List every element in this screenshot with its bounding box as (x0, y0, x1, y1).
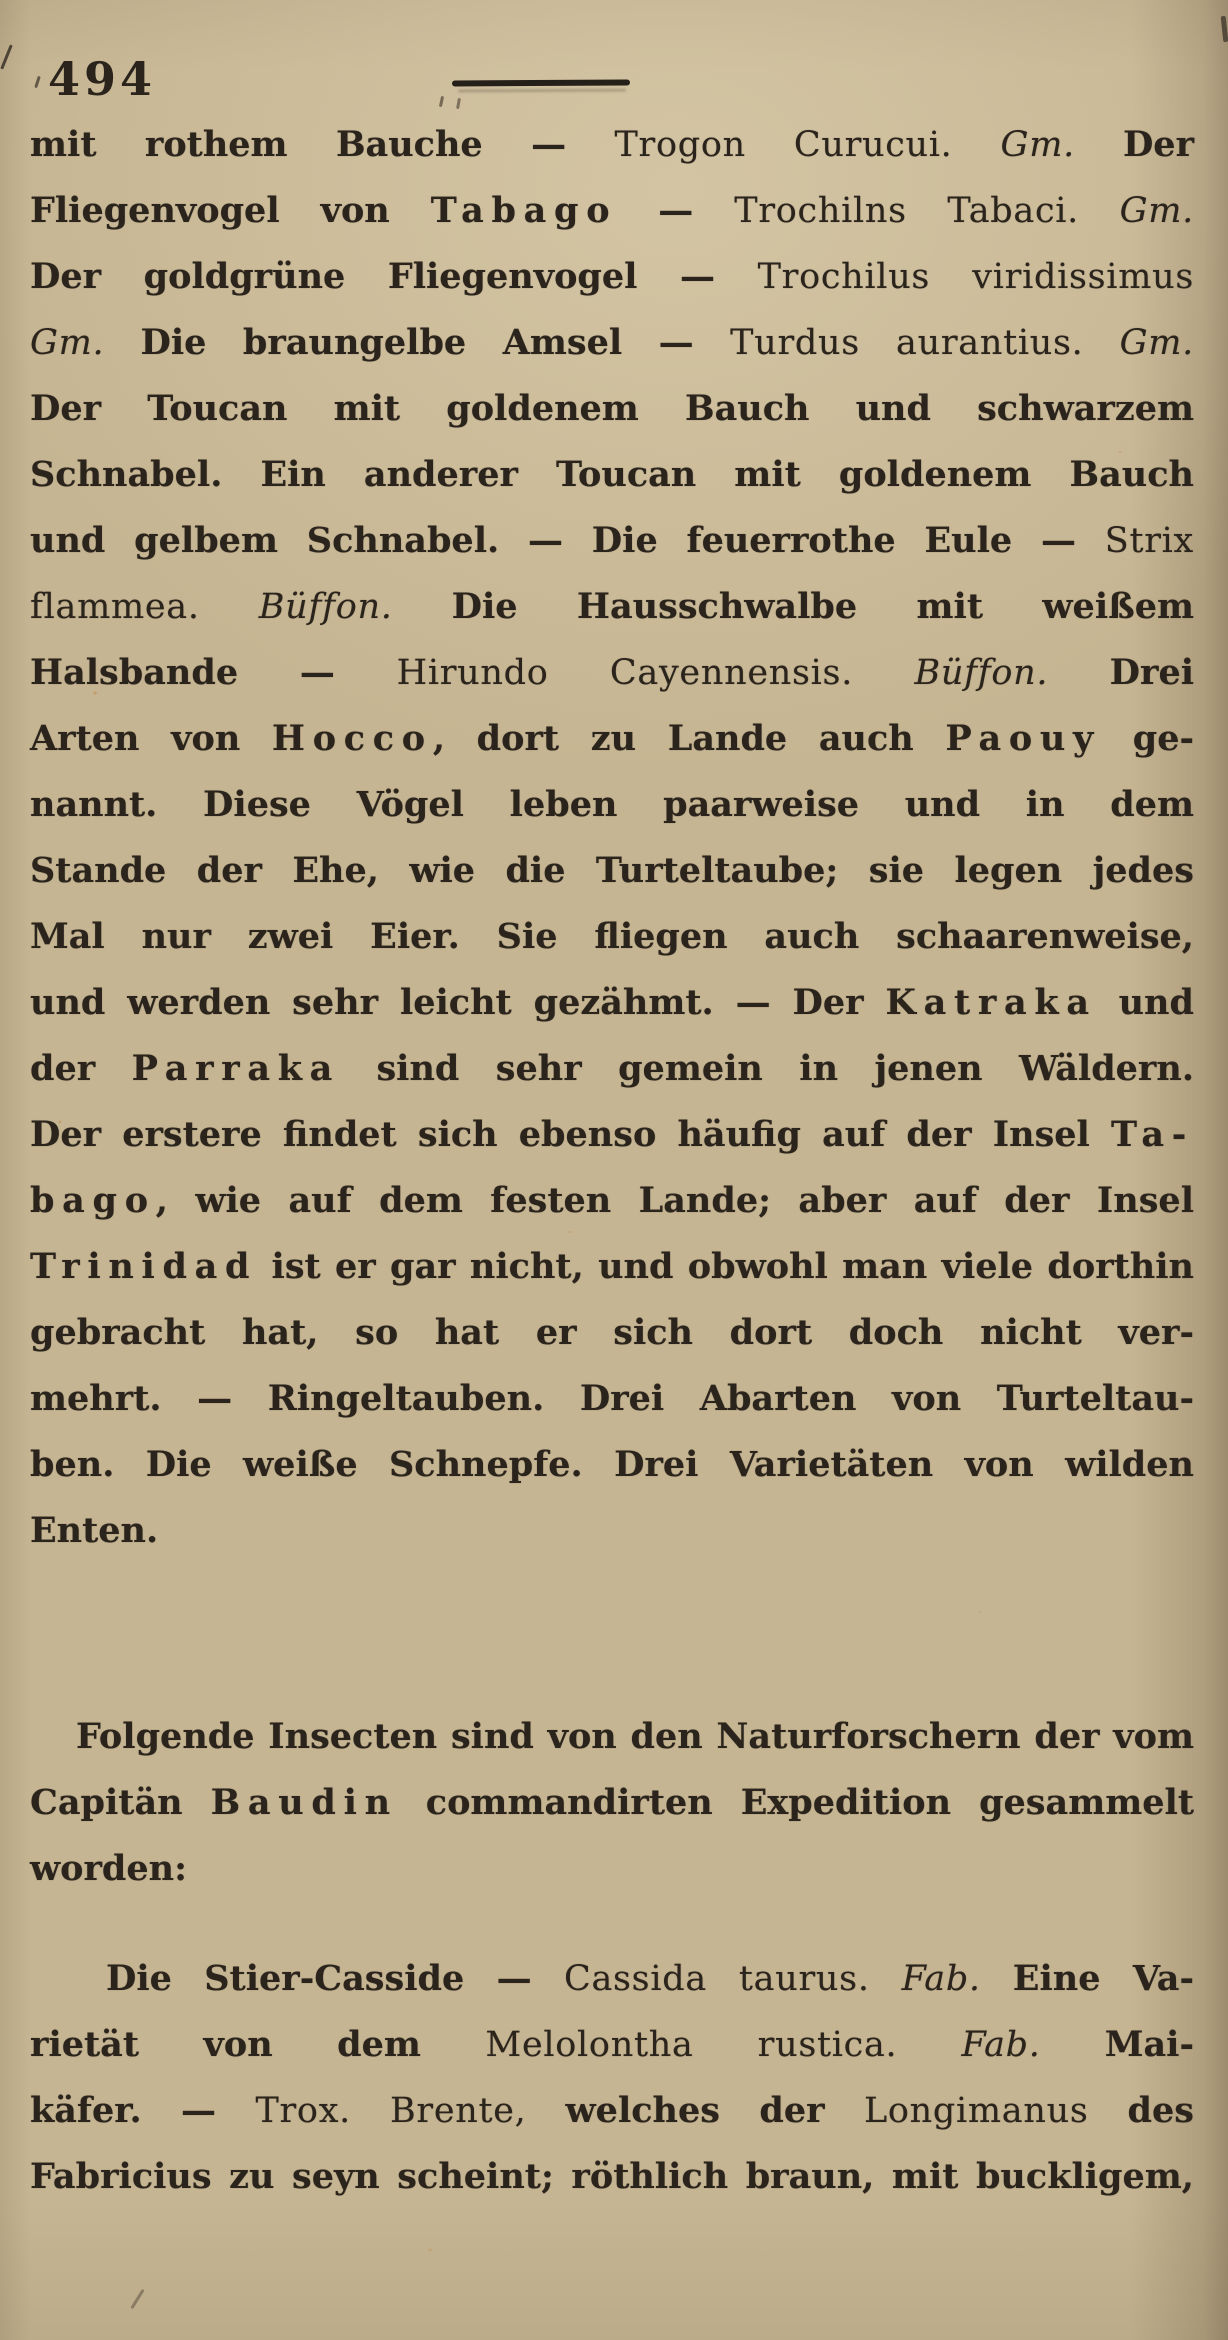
text-segment: gebracht hat, so hat er sich dort doch nicht ver- (30, 1312, 1194, 1353)
text-segment: Der Toucan mit goldenem Bauch und schwarzem (30, 388, 1194, 429)
text-segment: Stande der Ehe, wie die Turteltaube; sie legen jedes (30, 850, 1194, 891)
text-segment: Tabago (430, 190, 618, 231)
text-line (30, 1770, 1194, 1836)
text-line (30, 970, 1194, 1036)
text-line (30, 838, 1194, 904)
text-segment: Longimanus (863, 2091, 1128, 2131)
text-line (30, 376, 1194, 442)
text-segment: Drei (1109, 652, 1195, 693)
text-line (30, 1836, 1194, 1902)
text-segment: Trox. Brente, (255, 2091, 566, 2131)
text-line (30, 310, 1194, 376)
text-line (30, 1704, 1194, 1770)
text-line (30, 1036, 1194, 1102)
text-segment: Gm. (1000, 125, 1123, 165)
text-segment: Schnabel. Ein anderer Toucan mit goldenem Bauch (30, 454, 1194, 495)
text-segment: Die Hausschwalbe mit weißem (451, 586, 1195, 627)
text-line (30, 442, 1194, 508)
text-segment: worden: (30, 1848, 188, 1889)
text-line (30, 640, 1194, 706)
text-segment: Der (1122, 124, 1195, 165)
text-segment: und gelbem Schnabel. — Die feuerrothe Eule — (30, 520, 1105, 561)
text-segment: Gm. (30, 323, 141, 363)
text-segment: , dort zu Lande auch (432, 718, 946, 759)
text-segment: Enten. (30, 1510, 159, 1551)
text-line (30, 1432, 1194, 1498)
text-segment: Trochilns Tabaci. (734, 191, 1120, 231)
text-segment: Katraka (885, 982, 1097, 1023)
text-segment: Der goldgrüne Fliegenvogel — (30, 256, 758, 297)
text-line (30, 1234, 1194, 1300)
text-segment: Turdus aurantius. (730, 323, 1120, 363)
text-segment: Arten von (30, 718, 272, 759)
text-segment: Strix (1104, 521, 1194, 561)
text-segment: und (1096, 982, 1194, 1023)
text-segment: Hocco (271, 718, 433, 759)
text-segment: Die Stier-Casside — (106, 1958, 564, 1999)
text-line (30, 244, 1194, 310)
text-segment: Hirundo Cayennensis. (396, 653, 915, 693)
text-line (30, 2078, 1194, 2144)
text-line (30, 508, 1194, 574)
text-segment: Folgende Insecten sind von den Naturforschern der vom (76, 1716, 1194, 1757)
text-segment: Mai- (1104, 2024, 1194, 2065)
text-segment: Capitän (30, 1782, 211, 1823)
text-segment: Gm. (1119, 191, 1194, 231)
text-segment: Trochilus viridissimus (757, 257, 1194, 297)
text-segment: welches der (565, 2090, 864, 2131)
scan-artifact (456, 98, 461, 109)
text-line (30, 706, 1194, 772)
text-segment: flammea. (30, 587, 259, 627)
text-segment: Gm. (1119, 323, 1194, 363)
text-line (30, 112, 1194, 178)
text-segment: und werden sehr leicht gezähmt. — Der (30, 982, 886, 1023)
text-line (30, 772, 1194, 838)
text-segment: Cassida taurus. (563, 1959, 902, 1999)
text-segment: Fabricius zu seyn scheint; röthlich braun, mit buckligem, (30, 2156, 1194, 2197)
text-segment: Paouy (945, 718, 1102, 759)
page-number: 494 (48, 52, 157, 106)
scan-artifact (1221, 16, 1228, 42)
text-segment: Fab. (901, 1959, 1013, 1999)
text-line (30, 1168, 1194, 1234)
text-segment: sind sehr gemein in jenen Wäldern. (340, 1048, 1195, 1089)
separator-rule (452, 80, 630, 87)
text-segment: Büffon. (914, 653, 1110, 693)
text-segment: Mal nur zwei Eier. Sie fliegen auch schaarenweise, (30, 916, 1194, 957)
text-segment: commandirten Expedition gesammelt (397, 1782, 1194, 1823)
text-segment: Parraka (131, 1048, 341, 1089)
scan-artifact (130, 2289, 144, 2309)
text-segment: der (30, 1048, 132, 1089)
text-line (30, 1102, 1194, 1168)
text-segment: ben. Die weiße Schnepfe. Drei Varietäten von wilden (30, 1444, 1194, 1485)
text-segment: Die braungelbe Amsel — (140, 322, 731, 363)
text-segment: Ta- (1111, 1114, 1194, 1155)
text-segment: Der erstere findet sich ebenso häufig auf der Insel (30, 1114, 1111, 1155)
text-segment: Trogon Curucui. (614, 125, 1001, 165)
paragraph (30, 1704, 1194, 1902)
text-line (30, 1300, 1194, 1366)
paragraph (30, 1946, 1194, 2210)
text-line (30, 2144, 1194, 2210)
text-segment: Büffon. (258, 587, 452, 627)
text-segment: Eine Va- (1012, 1958, 1194, 1999)
text-segment: ge- (1101, 718, 1195, 759)
text-segment: mehrt. — Ringeltauben. Drei Abarten von Turteltau- (30, 1378, 1194, 1419)
text-segment: Fliegenvogel von (30, 190, 431, 231)
text-segment: Fab. (961, 2025, 1105, 2065)
text-segment: Melolontha rustica. (485, 2025, 962, 2065)
text-segment: des (1127, 2090, 1194, 2131)
text-segment: rietät von dem (30, 2024, 486, 2065)
text-line (30, 1366, 1194, 1432)
scan-artifact (34, 76, 41, 88)
paragraph (30, 112, 1194, 1564)
text-segment: nannt. Diese Vögel leben paarweise und in dem (30, 784, 1194, 825)
page-body (30, 112, 1194, 2210)
text-segment: — (617, 190, 735, 231)
text-segment: Baudin (210, 1782, 398, 1823)
scan-artifact (439, 96, 444, 107)
text-line (30, 1498, 1194, 1564)
text-segment: ist er gar nicht, und obwohl man viele dorthin (257, 1246, 1194, 1287)
text-segment: mit rothem Bauche — (30, 124, 615, 165)
text-line (30, 574, 1194, 640)
text-segment: käfer. — (30, 2090, 256, 2131)
scan-artifact (0, 44, 13, 69)
text-line (30, 178, 1194, 244)
text-segment: bago (30, 1180, 156, 1221)
text-segment: , wie auf dem festen Lande; aber auf der Insel (155, 1180, 1194, 1221)
text-segment: Trinidad (30, 1246, 258, 1287)
text-line (30, 2012, 1194, 2078)
text-line (30, 904, 1194, 970)
text-line (30, 1946, 1194, 2012)
text-segment: Halsbande — (30, 652, 397, 693)
